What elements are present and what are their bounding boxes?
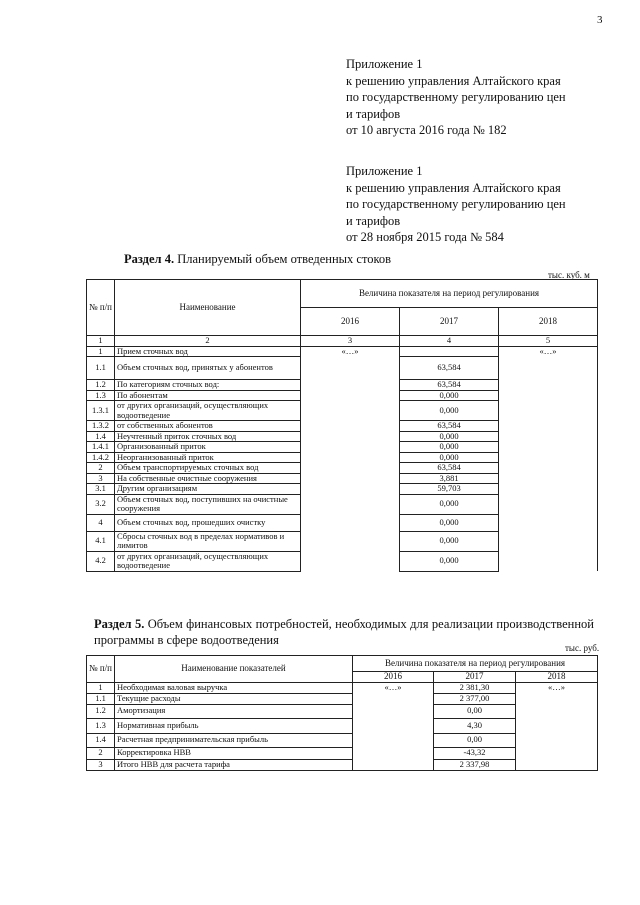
row-name: Неорганизованный приток [115, 452, 301, 463]
row-name: Объем сточных вод, поступивших на очистные сооружения [115, 494, 301, 514]
row-num: 2 [87, 747, 115, 759]
section5-title [94, 616, 594, 648]
row-num: 1.2 [87, 704, 115, 718]
row-num: 1.3.1 [87, 401, 115, 421]
header-num: № п/п [87, 656, 115, 683]
header-year-2018: 2018 [499, 308, 598, 336]
value-2018: «…» [516, 682, 598, 770]
appendix-line: и тарифов [346, 213, 401, 228]
row-name: от других организаций, осуществляющих водоотведение [115, 401, 301, 421]
value-2017: 0,000 [400, 431, 499, 442]
section4-table [86, 279, 598, 572]
row-name: Объем сточных вод, принятых у абонентов [115, 357, 301, 380]
row-num: 3.1 [87, 484, 115, 495]
appendix-current-block [346, 56, 566, 139]
value-2018: «…» [499, 346, 598, 571]
section5-table [86, 655, 598, 771]
index-cell: 1 [87, 336, 115, 347]
index-cell: 2 [115, 336, 301, 347]
value-2016: «…» [353, 682, 434, 770]
row-name: Текущие расходы [115, 693, 353, 704]
row-name: Прием сточных вод [115, 346, 301, 357]
value-2017: 63,584 [400, 463, 499, 474]
value-2017: 0,00 [434, 733, 516, 747]
section4-unit: тыс. куб. м [548, 270, 590, 280]
row-name: Объем транспортируемых сточных вод [115, 463, 301, 474]
header-name: Наименование [115, 280, 301, 336]
value-2017: 4,30 [434, 718, 516, 733]
appendix-line: к решению управления Алтайского края [346, 180, 561, 195]
value-2017: 0,000 [400, 531, 499, 551]
row-name: На собственные очистные сооружения [115, 473, 301, 484]
row-num: 4.2 [87, 551, 115, 571]
row-num: 1.4 [87, 733, 115, 747]
header-year-2017: 2017 [434, 672, 516, 683]
value-2016: «…» [301, 346, 400, 571]
row-num: 1.3 [87, 390, 115, 401]
page-number: 3 [597, 14, 603, 26]
value-2017: 0,000 [400, 494, 499, 514]
row-name: Организованный приток [115, 442, 301, 453]
row-name: Необходимая валовая выручка [115, 682, 353, 693]
value-2017 [400, 346, 499, 357]
appendix-line: по государственному регулированию цен [346, 197, 566, 211]
row-name: Другим организациям [115, 484, 301, 495]
value-2017: 0,000 [400, 442, 499, 453]
row-num: 3.2 [87, 494, 115, 514]
value-2017: -43,32 [434, 747, 516, 759]
row-num: 1.1 [87, 693, 115, 704]
value-2017: 2 377,00 [434, 693, 516, 704]
section4-title-bold: Раздел 4. [124, 252, 175, 266]
row-num: 4.1 [87, 531, 115, 551]
appendix-line: от 10 августа 2016 года № 182 [346, 123, 507, 137]
appendix-line: к решению управления Алтайского края [346, 73, 561, 88]
section4-title [124, 252, 391, 267]
appendix-line: от 28 ноября 2015 года № 584 [346, 230, 504, 244]
header-num: № п/п [87, 280, 115, 336]
value-2017: 0,000 [400, 514, 499, 531]
value-2017: 0,000 [400, 401, 499, 421]
row-name: Амортизация [115, 704, 353, 718]
value-2017: 0,000 [400, 551, 499, 571]
row-name: По категориям сточных вод: [115, 380, 301, 391]
header-year-2017: 2017 [400, 308, 499, 336]
row-num: 3 [87, 473, 115, 484]
appendix-line: Приложение 1 [346, 164, 423, 178]
row-name: Сбросы сточных вод в пределах нормативов и лимитов [115, 531, 301, 551]
row-name: от других организаций, осуществляющих водоотведение [115, 551, 301, 571]
row-name: Нормативная прибыль [115, 718, 353, 733]
row-name: Объем сточных вод, прошедших очистку [115, 514, 301, 531]
appendix-line: по государственному регулированию цен [346, 90, 566, 104]
row-name: По абонентам [115, 390, 301, 401]
table-row [87, 346, 598, 357]
row-num: 1 [87, 346, 115, 357]
header-year-2018: 2018 [516, 672, 598, 683]
table-row [87, 682, 598, 693]
row-num: 1.4.1 [87, 442, 115, 453]
appendix-line: и тарифов [346, 106, 401, 121]
row-name: Неучтенный приток сточных вод [115, 431, 301, 442]
header-period: Величина показателя на период регулирования [301, 280, 598, 308]
section5-title-bold: Раздел 5. [94, 617, 145, 631]
value-2017: 3,881 [400, 473, 499, 484]
appendix-original-block [346, 163, 566, 246]
row-num: 1.1 [87, 357, 115, 380]
value-2017: 63,584 [400, 421, 499, 432]
index-cell: 4 [400, 336, 499, 347]
value-2017: 63,584 [400, 357, 499, 380]
row-name: Итого НВВ для расчета тарифа [115, 759, 353, 770]
section5-title-text: Объем финансовых потребностей, необходимых для реализации производственной программы в сфере водоотведения [94, 617, 594, 647]
row-name: Корректировка НВВ [115, 747, 353, 759]
value-2017: 63,584 [400, 380, 499, 391]
row-num: 3 [87, 759, 115, 770]
header-name: Наименование показателей [115, 656, 353, 683]
section5-unit: тыс. руб. [565, 643, 600, 653]
index-cell: 5 [499, 336, 598, 347]
row-name: от собственных абонентов [115, 421, 301, 432]
header-period: Величина показателя на период регулирования [353, 656, 598, 672]
row-num: 1.3 [87, 718, 115, 733]
value-2017: 2 337,98 [434, 759, 516, 770]
section4-title-text: Планируемый объем отведенных стоков [174, 252, 392, 266]
index-cell: 3 [301, 336, 400, 347]
row-num: 1.2 [87, 380, 115, 391]
value-2017: 59,703 [400, 484, 499, 495]
appendix-line: Приложение 1 [346, 57, 423, 71]
row-num: 1 [87, 682, 115, 693]
header-year-2016: 2016 [353, 672, 434, 683]
row-num: 1.3.2 [87, 421, 115, 432]
row-num: 1.4.2 [87, 452, 115, 463]
header-year-2016: 2016 [301, 308, 400, 336]
value-2017: 0,00 [434, 704, 516, 718]
row-name: Расчетная предпринимательская прибыль [115, 733, 353, 747]
value-2017: 0,000 [400, 452, 499, 463]
value-2017: 0,000 [400, 390, 499, 401]
value-2017: 2 381,30 [434, 682, 516, 693]
row-num: 1.4 [87, 431, 115, 442]
row-num: 2 [87, 463, 115, 474]
row-num: 4 [87, 514, 115, 531]
